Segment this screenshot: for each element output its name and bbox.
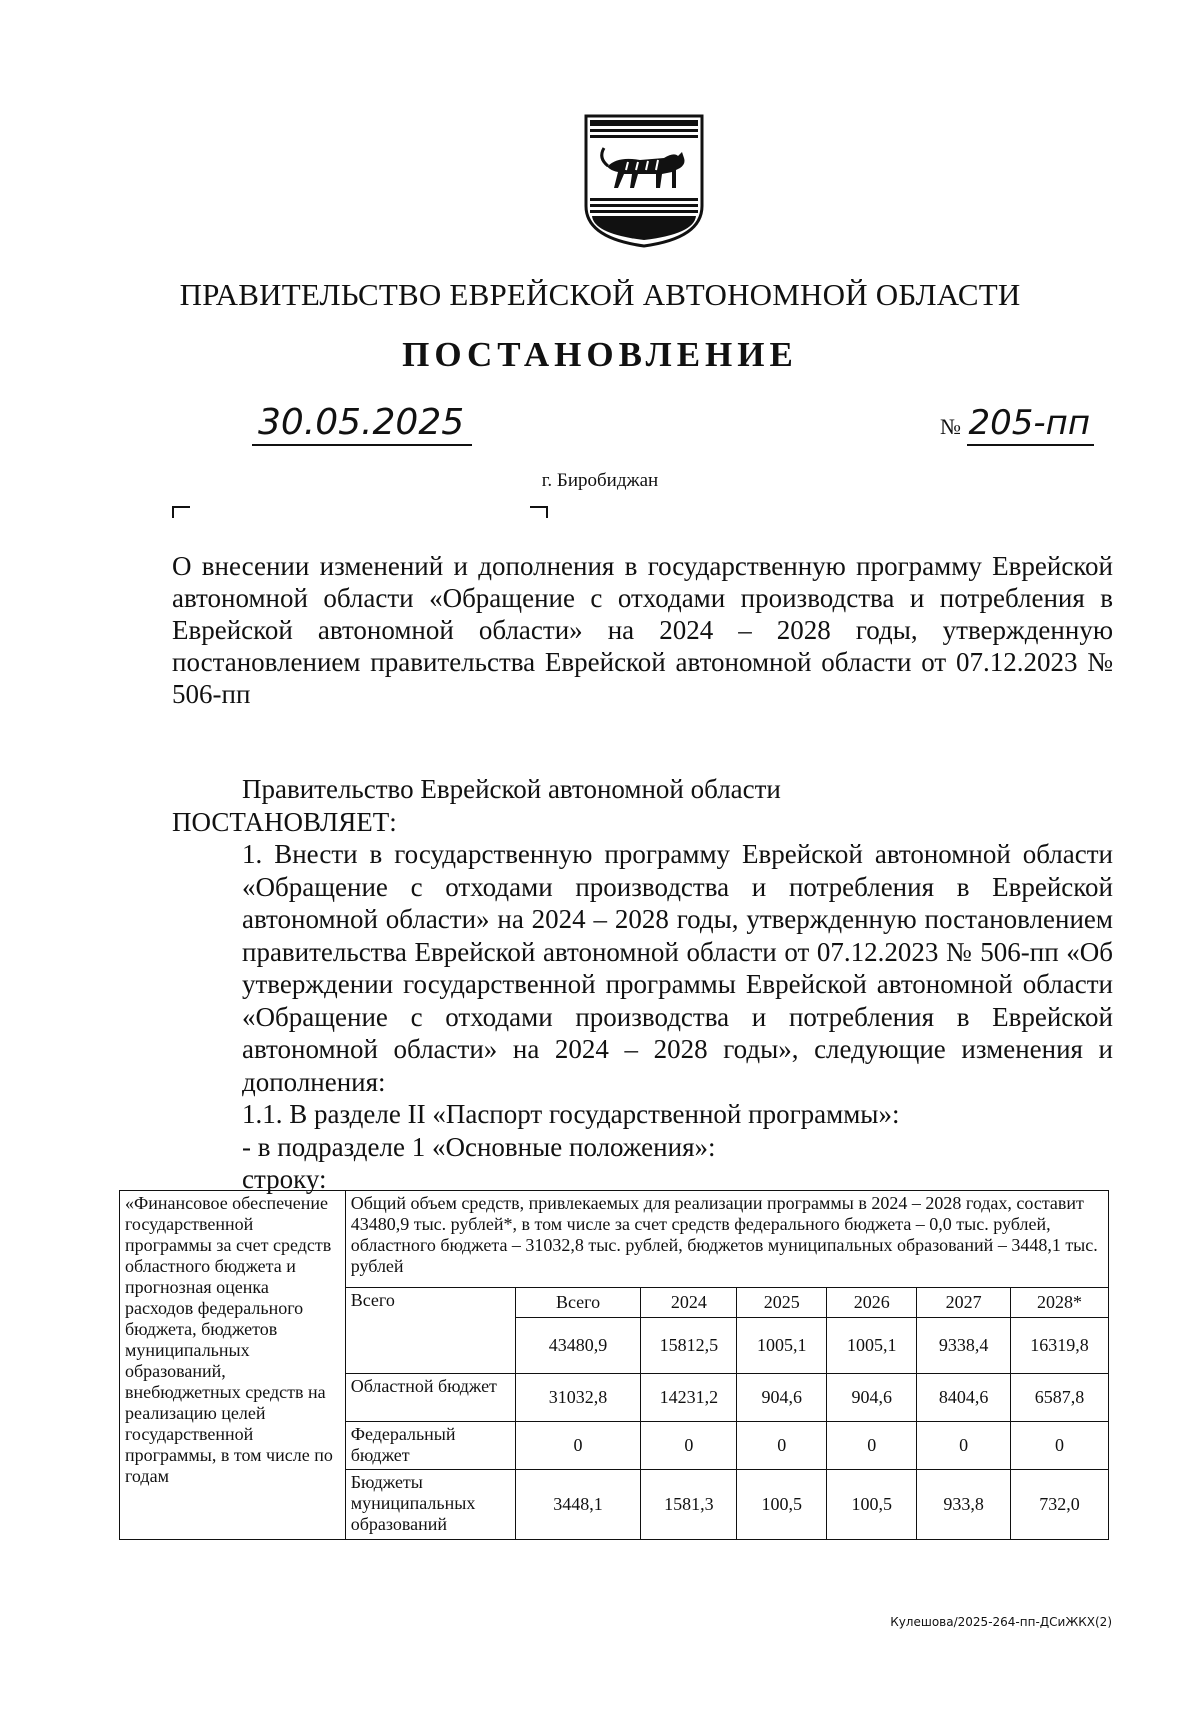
value-cell: 732,0 [1011,1470,1109,1540]
resolves-line: ПОСТАНОВЛЯЕТ: [172,806,397,837]
financing-summary-cell: Общий объем средств, привлекаемых для реализации программы в 2024 – 2028 годах, составит 43480,9 тыс. рублей*, в том числе за счет средств федерального бюджета – 0,0 тыс. рублей, областного бюджета – 31032,8 тыс. рублей, бюджетов муниципальных образований – 3448,1 тыс. рублей [345,1191,1108,1288]
subject-bracket-right [530,506,548,518]
resolution-body [172,773,1113,1196]
value-cell: 0 [1011,1422,1109,1470]
value-cell: 1581,3 [641,1470,737,1540]
government-title: ПРАВИТЕЛЬСТВО ЕВРЕЙСКОЙ АВТОНОМНОЙ ОБЛАСТИ [179,277,1021,312]
value-cell: 904,6 [827,1374,917,1422]
value-cell: 1005,1 [737,1318,827,1374]
document-number [940,402,1094,448]
value-cell: 15812,5 [641,1318,737,1374]
value-cell: 43480,9 [515,1318,641,1374]
value-cell: 0 [827,1422,917,1470]
value-cell: 933,8 [917,1470,1011,1540]
city-line: г. Биробиджан [541,470,659,491]
header-cell: 2025 [737,1288,827,1318]
value-cell: 6587,8 [1011,1374,1109,1422]
header-cell: 2027 [917,1288,1011,1318]
value-cell: 1005,1 [827,1318,917,1374]
financing-label-cell: «Финансовое обеспечение государственной программы за счет средств областного бюджета и прогнозная оценка расходов федерального бюджета, бюджетов муниципальных образований, внебюджетных средств на реализацию целей государственной программы, в том числе по годам [120,1191,346,1540]
subject-bracket-left [172,506,190,518]
coat-of-arms-emblem [578,108,710,250]
value-cell: 0 [515,1422,641,1470]
handwritten-date: 30.05.2025 [252,402,472,446]
subject-paragraph [172,550,1113,710]
value-cell: 904,6 [737,1374,827,1422]
value-cell: 0 [917,1422,1011,1470]
footer-reference: Кулешова/2025-264-пп-ДСиЖКХ(2) [890,1615,1112,1629]
value-cell: 100,5 [737,1470,827,1540]
header-cell: 2026 [827,1288,917,1318]
subsection-line: - в подразделе 1 «Основные положения»: [242,1131,716,1162]
value-cell: 0 [641,1422,737,1470]
value-cell: 31032,8 [515,1374,641,1422]
intro-line: Правительство Еврейской автономной области [242,774,781,804]
header-cell: 2024 [641,1288,737,1318]
number-prefix: № [940,414,961,439]
subject-text: О внесении изменений и дополнения в государственную программу Еврейской автономной области «Обращение с отходами производства и потребления в Еврейской автономной области» на 2024 – 2028 годы, утвержденную постановлением правительства Еврейской автономной области от 07.12.2023 № 506-пп [172,551,1113,709]
value-cell: 100,5 [827,1470,917,1540]
header-cell: 2028* [1011,1288,1109,1318]
line-word: строку: [242,1164,327,1194]
value-cell: 16319,8 [1011,1318,1109,1374]
value-cell: 3448,1 [515,1470,641,1540]
value-cell: 9338,4 [917,1318,1011,1374]
row-label-total: Всего [345,1288,515,1374]
handwritten-number: 205-пп [967,402,1095,446]
row-label-municipal: Бюджеты муниципальных образований [345,1470,515,1540]
value-cell: 0 [737,1422,827,1470]
document-type-title: ПОСТАНОВЛЕНИЕ [402,335,798,374]
item-1-1: 1.1. В разделе II «Паспорт государственной программы»: [242,1099,900,1129]
header-cell: Всего [515,1288,641,1318]
item-1: 1. Внести в государственную программу Еврейской автономной области «Обращение с отходами производства и потребления в Еврейской автономной области» на 2024 – 2028 годы, утвержденную постановлением правительства Еврейской автономной области от 07.12.2023 № 506-пп «Об утверждении государственной программы Еврейской автономной области «Обращение с отходами производства и потребления в Еврейской автономной области» на 2024 – 2028 годы», следующие изменения и дополнения: [242,839,1113,1097]
row-label-federal: Федеральный бюджет [345,1422,515,1470]
value-cell: 14231,2 [641,1374,737,1422]
financing-table [119,1190,1109,1540]
row-label-regional: Областной бюджет [345,1374,515,1422]
value-cell: 8404,6 [917,1374,1011,1422]
